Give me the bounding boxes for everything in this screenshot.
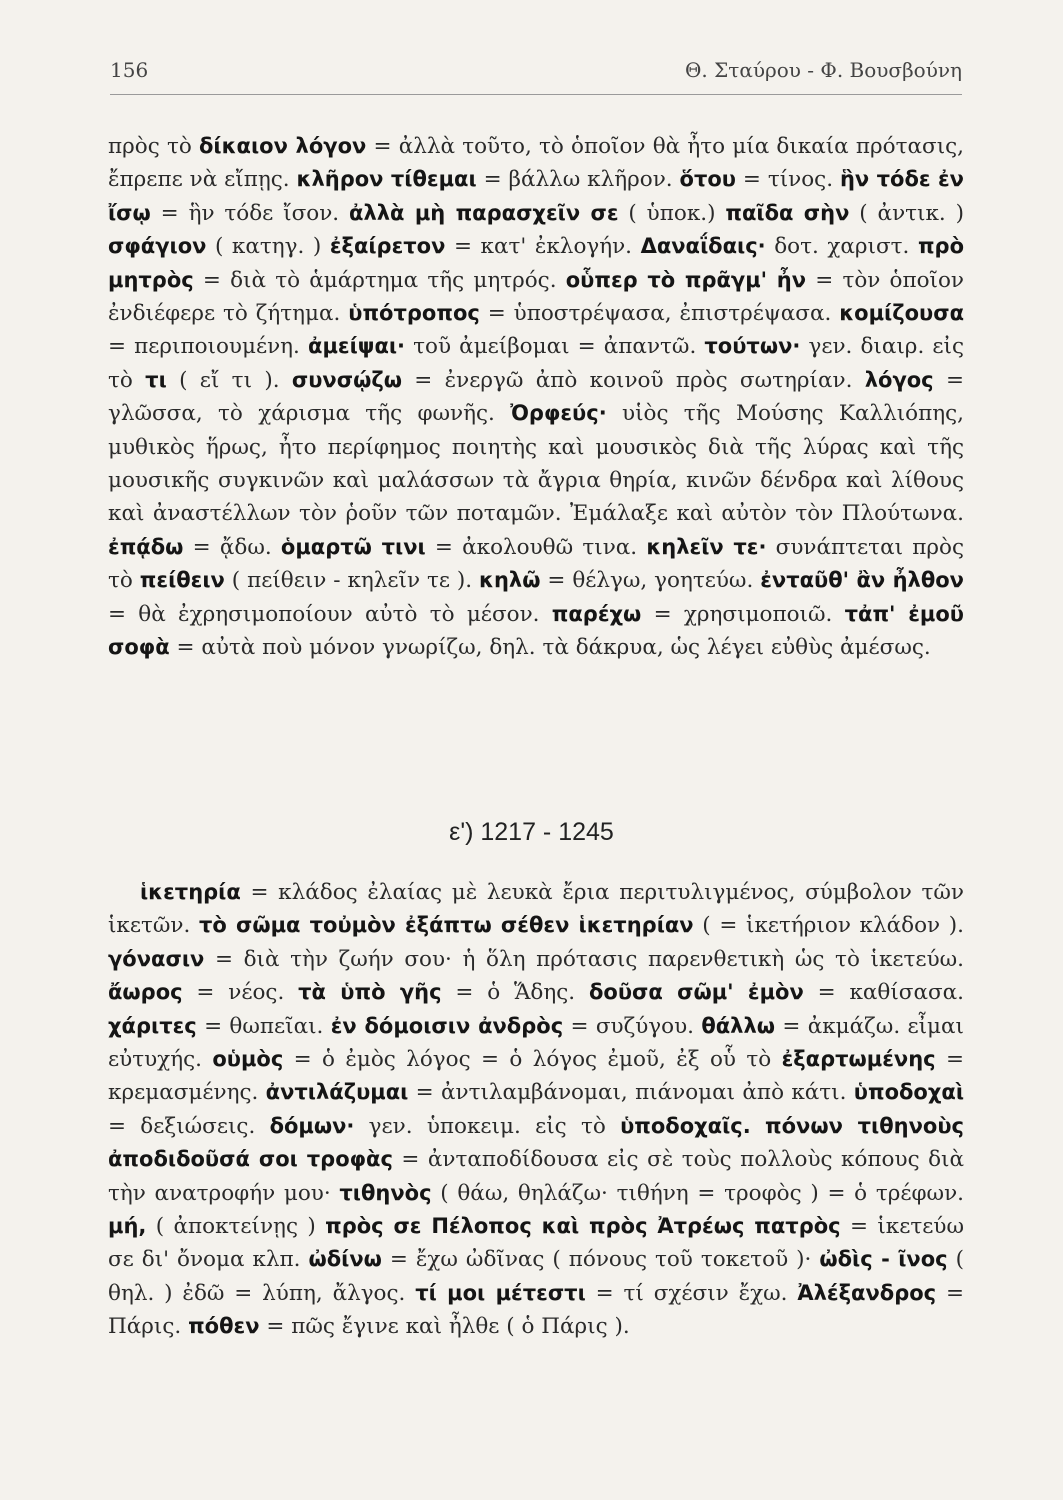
gloss-definition: = γλῶσσα, τὸ χάρισμα τῆς φωνῆς. [108,367,964,427]
gloss-definition: = Πάρις. [108,1280,964,1340]
gloss-term: Ἀλέξανδρος [797,1280,937,1305]
gloss-term: πρὸ μητρὸς [108,234,965,292]
gloss-definition: ( εἴ τι ). [166,367,292,393]
gloss-definition: = κλάδος ἐλαίας μὲ λευκὰ ἔρια περιτυλιγμένος, σύμβολον τῶν ἱκετῶν. [108,880,964,939]
gloss-definition: = αὐτὰ ποὺ μόνον γνωρίζω, δηλ. τὰ δάκρυα, ὡς λέγει εὐθὺς ἀμέσως. [169,635,931,661]
gloss-definition: = ἀντιλαμβάνομαι, πιάνομαι ἀπὸ κάτι. [408,1080,854,1106]
gloss-definition: = βάλλω κλῆρον. [476,167,680,193]
gloss-term: λόγος [864,367,934,392]
gloss-term: ἄωρος [108,980,183,1005]
gloss-term: κομίζουσα [839,301,964,326]
gloss-definition: = θὰ ἐχρησιμοποίουν αὐτὸ τὸ μέσον. [108,601,552,627]
gloss-definition: ( θάω, θηλάζω· τιθήνη = τροφὸς ) = ὁ τρέφων. [431,1180,964,1206]
gloss-term: ἐν δόμοισιν ἀνδρὸς [330,1013,564,1038]
gloss-term: παρέχω [551,601,642,626]
gloss-definition: = τί σχέσιν ἔχω. [585,1280,798,1306]
gloss-definition: = κρεμασμένης. [108,1047,965,1106]
gloss-definition: = ἣν τόδε ἴσον. [150,200,350,226]
gloss-term: ἐπᾴδω [108,534,184,559]
gloss-term: κηλῶ [479,568,541,593]
gloss-definition: = συζύγου. [563,1013,702,1039]
gloss-definition: γεν. ὑποκειμ. εἰς τὸ [354,1113,621,1139]
gloss-definition: = ὁ Ἅδης. [441,980,589,1006]
gloss-term: ὑπότροπος [348,301,480,326]
gloss-definition: ( ὑποκ.) [618,200,726,226]
gloss-definition: = ἀνταποδίδουσα εἰς σὲ τοὺς πολλοὺς κόπους διὰ τὴν ανατροφήν μου· [108,1147,964,1206]
gloss-definition: = χρησιμοποιῶ. [641,601,845,627]
gloss-definition: = ἀκολουθῶ τινα. [425,534,647,560]
gloss-definition: = περιποιουμένη. [108,334,309,360]
gloss-definition: = πῶς ἔγινε καὶ ἦλθε ( ὁ Πάρις ). [259,1314,630,1340]
gloss-term: δίκαιον λόγον [199,134,367,158]
gloss-term: πείθειν [139,568,225,593]
gloss-term: οὗπερ τὸ πρᾶγμ' ἦν [565,267,807,292]
gloss-term: ὑποδοχαῖς. [620,1113,751,1138]
gloss-definition: = ἱκετεύω σε δι' ὄνομα κλπ. [108,1214,964,1273]
gloss-term: ἀμείψαι· [308,334,406,359]
gloss-definition: ( πείθειν - κηλεῖν τε ). [224,568,480,594]
gloss-term: οὑμὸς [212,1047,284,1072]
gloss-definition: = θωπεῖαι. [196,1013,331,1039]
gloss-term: ἐνταῦθ' ἂν ἦλθον [760,568,964,593]
gloss-definition: γεν. διαιρ. εἰς τὸ [108,334,965,393]
gloss-definition: υἱὸς τῆς Μούσης Καλλιόπης, μυθικὸς ἥρως, ἦτο περίφημος ποιητὴς καὶ μουσικὸς διὰ τῆς λύρας καὶ τῆς μουσικῆς συγκινῶν καὶ μαλάσσων τὰ ἄγρια θηρία, κινῶν δένδρα καὶ λίθους καὶ ἀναστέλλων τὸν ῥοῦν τῶν ποταμῶν. Ἐμάλαξε καὶ αὐτὸν τὸν Πλούτωνα. [108,401,964,527]
gloss-term: μή, [108,1214,147,1239]
gloss-definition: ( κατηγ. ) [206,234,330,260]
gloss-definition: ( = ἱκετήριον κλάδον ). [693,913,964,939]
gloss-term: πόθεν [188,1314,260,1339]
gloss-term: γόνασιν [108,946,205,971]
gloss-term: ὑποδοχαὶ [853,1080,965,1105]
gloss-definition: = δεξιώσεις. [108,1113,270,1139]
gloss-term: δοῦσα σῶμ' ἐμὸν [588,980,804,1005]
gloss-term: κηλεῖν τε· [646,534,767,559]
gloss-definition: = διὰ τὸ ἁμάρτημα τῆς μητρός. [193,267,566,293]
gloss-term: τὸ σῶμα τοὐμὸν ἐξάπτω σέθεν ἱκετηρίαν [199,913,694,938]
gloss-definition: = ἀκμάζω. εἶμαι εὐτυχής. [108,1013,964,1073]
section-heading: ε') 1217 - 1245 [449,818,614,846]
gloss-definition: = τίνος. [735,167,840,193]
gloss-term: ὠδὶς - ῖνος [819,1247,948,1272]
gloss-term: πρὸς σε Πέλοπος καὶ πρὸς Ἀτρέως πατρὸς [325,1214,841,1239]
gloss-term: ἀντιλάζυμαι [265,1080,409,1105]
gloss-definition: συνάπτεται πρὸς τὸ [108,534,964,594]
gloss-term: Δαναΐδαις· [640,234,766,259]
gloss-definition: = νέος. [182,980,299,1006]
gloss-definition: = διὰ τὴν ζωήν σου· ἡ ὅλη πρότασις παρενθετικὴ ὡς τὸ ἱκετεύω. [204,946,964,972]
gloss-term: χάριτες [108,1013,197,1038]
gloss-term: κλῆρον τίθεμαι [296,167,477,192]
gloss-definition: = θέλγω, γοητεύω. [540,568,761,594]
gloss-definition: = ὁ ἐμὸς λόγος = ὁ λόγος ἐμοῦ, ἐξ οὗ τὸ [283,1047,782,1073]
gloss-term: τι [145,367,167,392]
gloss-term: παῖδα σὴν [725,200,850,225]
gloss-term: συνσῴζω [291,367,402,392]
gloss-term: τούτων· [704,334,801,359]
gloss-definition: ( ἀποκτείνῃς ) [146,1214,326,1240]
gloss-term: τιθηνὸς [339,1180,432,1205]
header-rule [110,94,962,95]
glossary-paragraph-2 [108,876,964,1344]
gloss-term: ἱκετηρία [140,880,241,904]
gloss-definition: δοτ. χαριστ. [765,234,918,260]
gloss-term: ὠδίνω [308,1247,382,1272]
gloss-term: τί μοι μέτεστι [415,1280,586,1305]
gloss-definition: τοῦ ἀμείβομαι = ἀπαντῶ. [405,334,705,360]
gloss-term: ἐξαρτωμένης [781,1047,936,1072]
gloss-definition: = κατ' ἐκλογήν. [445,234,641,260]
gloss-definition: ( ἀντικ. ) [849,200,965,226]
gloss-definition: = ἐνεργῶ ἀπὸ κοινοῦ πρὸς σωτηρίαν. [401,367,865,393]
running-title: Θ. Σταύρου - Φ. Βουσβούνη [685,58,962,82]
gloss-term: σφάγιον [108,234,207,259]
gloss-definition: = ἀλλὰ τοῦτο, τὸ ὁποῖον θὰ ἦτο μία δικαία πρότασις, ἔπρεπε νὰ εἴπῃς. [108,134,964,193]
gloss-term: τἀπ' ἐμοῦ σοφὰ [108,601,964,660]
gloss-term: θάλλω [701,1013,776,1038]
gloss-term: τὰ ὑπὸ γῆς [298,980,442,1005]
gloss-definition [751,1114,765,1139]
gloss-term: ἐξαίρετον [329,234,446,259]
gloss-term: ἀλλὰ μὴ παρασχεῖν σε [349,200,619,225]
gloss-definition: = καθίσασα. [803,980,965,1006]
gloss-definition: πρὸς τὸ [108,134,199,159]
gloss-definition: ( θηλ. ) ἐδῶ = λύπη, ἄλγος. [108,1247,964,1306]
gloss-definition: = τὸν ὁποῖον ἐνδιέφερε τὸ ζήτημα. [108,267,965,327]
gloss-term: ὅτου [679,167,736,192]
gloss-term: Ὀρφεύς· [510,401,607,426]
gloss-definition: = ὑποστρέψασα, ἐπιστρέψασα. [479,301,840,327]
gloss-term: ὁμαρτῶ τινι [280,534,426,559]
gloss-term: δόμων· [269,1113,355,1138]
gloss-definition: = ἔχω ὠδῖνας ( πόνους τοῦ τοκετοῦ )· [381,1247,820,1273]
page-number: 156 [110,58,149,82]
glossary-paragraph-1 [108,130,964,665]
gloss-definition: = ᾄδω. [183,534,281,560]
gloss-term: ἣν τόδε ἐν ἴσῳ [108,167,964,225]
gloss-term: πόνων τιθηνοὺς ἀποδιδοῦσά σοι τροφὰς [108,1113,964,1172]
